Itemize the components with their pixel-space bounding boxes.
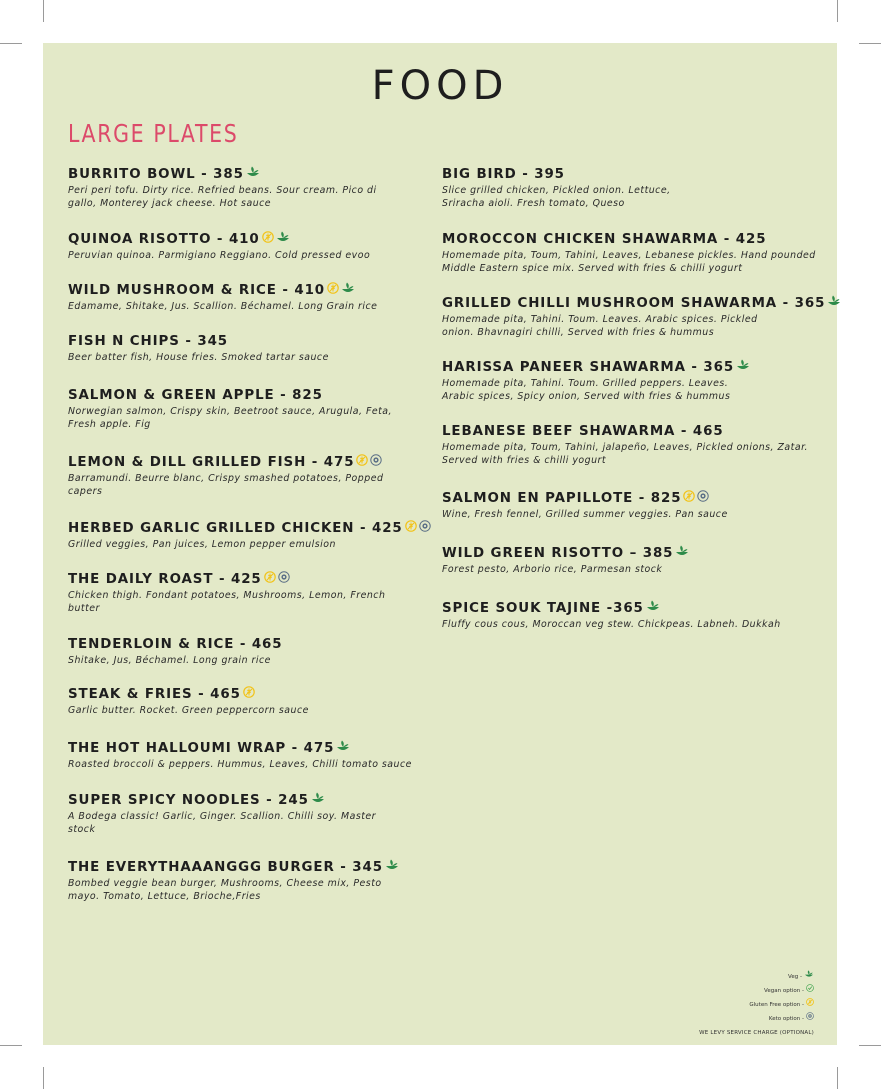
menu-item	[68, 232, 398, 262]
veg-icon	[276, 231, 290, 243]
gluten-free-icon	[806, 998, 814, 1012]
item-description: Slice grilled chicken, Pickled onion. Lettuce, Sriracha aioli. Fresh tomato, Queso	[442, 185, 671, 209]
item-description: Wine, Fresh fennel, Grilled summer veggies. Pan sauce	[442, 509, 728, 520]
item-description: Homemade pita, Toum, Tahini, Leaves, Lebanese pickles. Hand pounded Middle Eastern spice mix. Served with fries & chilli yogurt	[442, 250, 816, 274]
crop-mark	[43, 1067, 44, 1089]
item-name: THE HOT HALLOUMI WRAP - 475	[68, 741, 335, 756]
menu-item	[442, 491, 822, 521]
crop-mark	[859, 1045, 881, 1046]
veg-icon	[827, 295, 841, 307]
item-description: Forest pesto, Arborio rice, Parmesan stock	[442, 564, 663, 575]
gluten-free-icon	[262, 231, 274, 243]
keto-icon	[278, 571, 290, 583]
item-name: LEMON & DILL GRILLED FISH - 475	[68, 455, 355, 470]
item-name: LEBANESE BEEF SHAWARMA - 465	[442, 424, 724, 439]
item-name: WILD MUSHROOM & RICE - 410	[68, 283, 326, 298]
page-title: FOOD	[371, 63, 509, 109]
legend-gluten-free-label: Gluten Free option -	[749, 1002, 804, 1008]
menu-item	[68, 637, 398, 667]
item-name: STEAK & FRIES - 465	[68, 687, 241, 702]
menu-item	[68, 860, 398, 903]
menu-item	[68, 283, 398, 313]
item-name: QUINOA RISOTTO - 410	[68, 232, 260, 247]
item-name: SPICE SOUK TAJINE -365	[442, 601, 644, 616]
menu-item	[68, 793, 398, 836]
keto-icon	[806, 1012, 814, 1026]
gluten-free-icon	[356, 454, 368, 466]
legend-keto-label: Keto option -	[768, 1016, 804, 1022]
item-name: TENDERLOIN & RICE - 465	[68, 637, 283, 652]
item-description: Homemade pita, Tahini. Toum. Leaves. Arabic spices. Pickled onion. Bhavnagiri chilli, Served with fries & hummus	[442, 314, 758, 338]
service-charge-note: WE LEVY SERVICE CHARGE (OPTIONAL)	[699, 1030, 814, 1036]
veg-icon	[336, 740, 350, 752]
item-description: Fluffy cous cous, Moroccan veg stew. Chickpeas. Labneh. Dukkah	[442, 619, 781, 630]
item-description: Edamame, Shitake, Jus. Scallion. Béchamel. Long Grain rice	[68, 301, 378, 312]
menu-item	[68, 741, 428, 771]
menu-item	[68, 388, 398, 431]
crop-mark	[837, 0, 838, 22]
legend-veg-label: Veg -	[788, 974, 802, 980]
veg-icon	[804, 970, 814, 984]
item-description: Beer batter fish, House fries. Smoked tartar sauce	[68, 352, 329, 363]
menu-item	[442, 601, 822, 631]
crop-mark	[0, 1045, 22, 1046]
veg-icon	[341, 282, 355, 294]
gluten-free-icon	[264, 571, 276, 583]
veg-icon	[675, 545, 689, 557]
menu-item	[68, 455, 398, 498]
item-name: WILD GREEN RISOTTO – 385	[442, 546, 674, 561]
menu-item	[442, 232, 822, 275]
menu-item	[68, 334, 398, 364]
menu-item	[68, 572, 398, 615]
keto-icon	[370, 454, 382, 466]
item-description: Homemade pita, Toum, Tahini, jalapeño, Leaves, Pickled onions, Zatar. Served with fries & chilli yogurt	[442, 442, 809, 466]
item-description: Grilled veggies, Pan juices, Lemon pepper emulsion	[68, 539, 336, 550]
item-name: THE DAILY ROAST - 425	[68, 572, 262, 587]
item-description: Garlic butter. Rocket. Green peppercorn sauce	[68, 705, 309, 716]
item-description: Peruvian quinoa. Parmigiano Reggiano. Cold pressed evoo	[68, 250, 371, 261]
item-name: SUPER SPICY NOODLES - 245	[68, 793, 309, 808]
gluten-free-icon	[327, 282, 339, 294]
item-name: HERBED GARLIC GRILLED CHICKEN - 425	[68, 521, 403, 536]
veg-icon	[736, 359, 750, 371]
gluten-free-icon	[405, 520, 417, 532]
crop-mark	[43, 0, 44, 22]
crop-mark	[0, 43, 22, 44]
menu-item	[68, 687, 398, 717]
crop-mark	[837, 1067, 838, 1089]
item-name: THE EVERYTHAAANGGG BURGER - 345	[68, 860, 383, 875]
dietary-legend	[699, 970, 814, 1040]
menu-item	[442, 424, 822, 467]
veg-icon	[646, 600, 660, 612]
keto-icon	[697, 490, 709, 502]
veg-icon	[385, 859, 399, 871]
item-name: FISH N CHIPS - 345	[68, 334, 229, 349]
legend-vegan-label: Vegan option -	[764, 988, 804, 994]
gluten-free-icon	[683, 490, 695, 502]
menu-item	[442, 546, 822, 576]
item-name: GRILLED CHILLI MUSHROOM SHAWARMA - 365	[442, 296, 826, 311]
menu-item	[442, 167, 822, 210]
item-name: SALMON & GREEN APPLE - 825	[68, 388, 323, 403]
item-description: Roasted broccoli & peppers. Hummus, Leaves, Chilli tomato sauce	[68, 759, 412, 770]
vegan-icon	[806, 984, 814, 998]
crop-mark	[859, 43, 881, 44]
item-description: Shitake, Jus, Béchamel. Long grain rice	[68, 655, 271, 666]
item-description: Homemade pita, Tahini. Toum. Grilled peppers. Leaves. Arabic spices, Spicy onion, Served with fries & hummus	[442, 378, 731, 402]
section-title: LARGE PLATES	[68, 119, 239, 148]
item-name: MOROCCON CHICKEN SHAWARMA - 425	[442, 232, 767, 247]
item-name: BURRITO BOWL - 385	[68, 167, 244, 182]
item-name: HARISSA PANEER SHAWARMA - 365	[442, 360, 735, 375]
item-description: Barramundi. Beurre blanc, Crispy smashed potatoes, Popped capers	[68, 473, 384, 497]
menu-item	[68, 167, 398, 210]
menu-page	[43, 43, 837, 1045]
item-name: BIG BIRD - 395	[442, 167, 565, 182]
item-description: Norwegian salmon, Crispy skin, Beetroot sauce, Arugula, Feta, Fresh apple. Fig	[68, 406, 393, 430]
menu-item	[442, 360, 822, 403]
menu-item	[442, 296, 832, 339]
item-description: Chicken thigh. Fondant potatoes, Mushrooms, Lemon, French butter	[68, 590, 386, 614]
item-description: Bombed veggie bean burger, Mushrooms, Cheese mix, Pesto mayo. Tomato, Lettuce, Brioche,Fries	[68, 878, 382, 902]
keto-icon	[419, 520, 431, 532]
gluten-free-icon	[243, 686, 255, 698]
item-description: A Bodega classic! Garlic, Ginger. Scallion. Chilli soy. Master stock	[68, 811, 376, 835]
item-description: Peri peri tofu. Dirty rice. Refried beans. Sour cream. Pico di gallo, Monterey jack cheese. Hot sauce	[68, 185, 377, 209]
item-name: SALMON EN PAPILLOTE - 825	[442, 491, 682, 506]
veg-icon	[311, 792, 325, 804]
veg-icon	[246, 166, 260, 178]
menu-item	[68, 521, 428, 551]
